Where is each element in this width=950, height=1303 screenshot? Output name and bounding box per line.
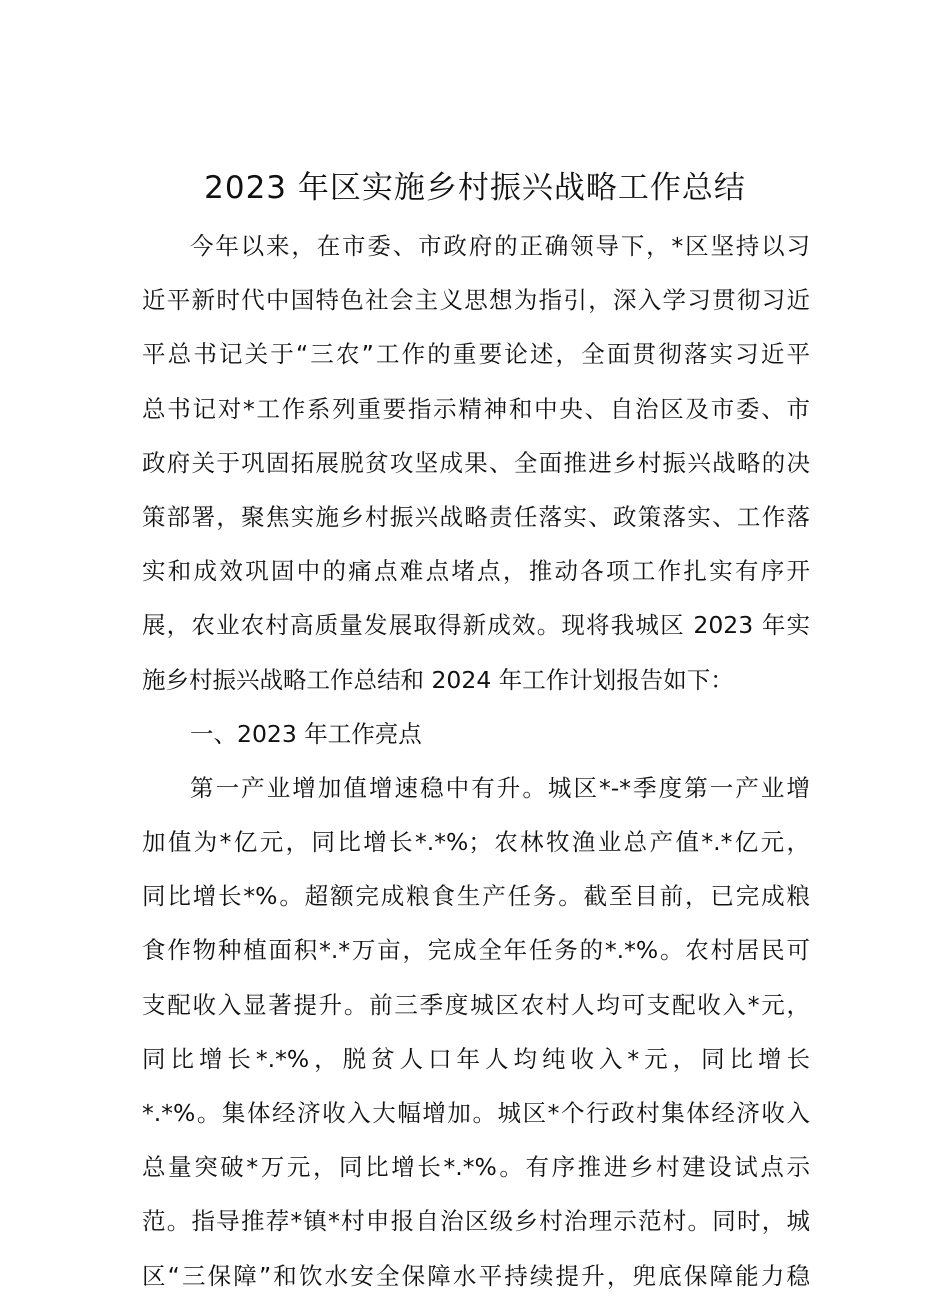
document-title: 2023 年区实施乡村振兴战略工作总结 (204, 170, 746, 206)
paragraph-line: 实和成效巩固中的痛点难点堵点，推动各项工作扎实有序开 (142, 557, 810, 586)
paragraph-line: 策部署，聚焦实施乡村振兴战略责任落实、政策落实、工作落 (142, 502, 810, 531)
section-heading: 一、2023 年工作亮点 (190, 719, 422, 748)
paragraph-line: 同比增长*.*%，脱贫人口年人均纯收入*元，同比增长 (142, 1044, 810, 1073)
paragraph-line: 区“三保障”和饮水安全保障水平持续提升，兜底保障能力稳 (142, 1261, 810, 1290)
paragraph-line: 近平新时代中国特色社会主义思想为指引，深入学习贯彻习近 (142, 286, 810, 315)
paragraph-line: 食作物种植面积*.*万亩，完成全年任务的*.*%。农村居民可 (142, 936, 810, 965)
paragraph-line: 总书记对*工作系列重要指示精神和中央、自治区及市委、市 (142, 394, 810, 423)
paragraph-line: 总量突破*万元，同比增长*.*%。有序推进乡村建设试点示 (142, 1153, 810, 1182)
paragraph-line: 施乡村振兴战略工作总结和 2024 年工作计划报告如下： (142, 665, 734, 694)
paragraph-line: 政府关于巩固拓展脱贫攻坚成果、全面推进乡村振兴战略的决 (142, 448, 810, 477)
paragraph-line: 今年以来，在市委、市政府的正确领导下，*区坚持以习 (190, 232, 810, 260)
paragraph-line: 平总书记关于“三农”工作的重要论述，全面贯彻落实习近平 (142, 340, 810, 369)
paragraph-line: *.*%。集体经济收入大幅增加。城区*个行政村集体经济收入 (142, 1099, 810, 1127)
paragraph-line: 第一产业增加值增速稳中有升。城区*-*季度第一产业增 (190, 773, 810, 802)
paragraph-line: 同比增长*%。超额完成粮食生产任务。截至目前，已完成粮 (142, 882, 810, 911)
paragraph-line: 范。指导推荐*镇*村申报自治区级乡村治理示范村。同时，城 (142, 1207, 810, 1236)
paragraph-line: 加值为*亿元，同比增长*.*%；农林牧渔业总产值*.*亿元， (142, 828, 810, 857)
document-body (142, 219, 810, 1303)
paragraph-line: 支配收入显著提升。前三季度城区农村人均可支配收入*元， (142, 990, 810, 1019)
paragraph-line: 展，农业农村高质量发展取得新成效。现将我城区 2023 年实 (142, 611, 810, 640)
